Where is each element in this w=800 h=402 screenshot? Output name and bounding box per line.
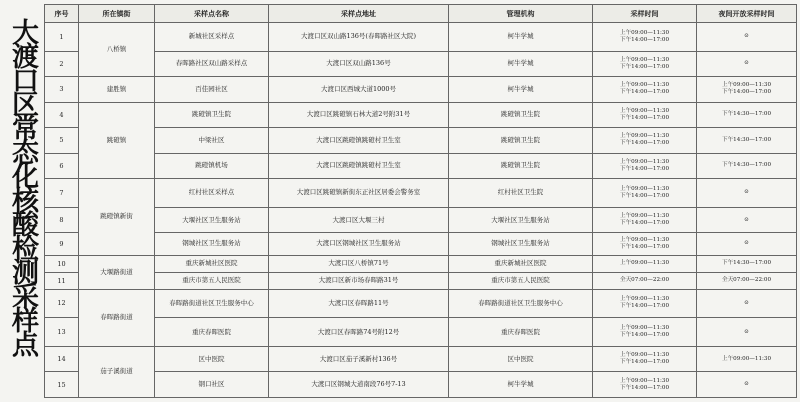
row-organization: 重庆新城社区医院 <box>449 255 593 272</box>
row-site-address: 大渡口区跳磴镇跳磴村卫生室 <box>269 153 449 178</box>
table-row <box>45 233 797 255</box>
table-row <box>45 272 797 289</box>
sampling-time-line-1: 上午09:00—11:30 <box>619 133 670 140</box>
sampling-time-line-2: 下午14:00—17:00 <box>619 140 670 147</box>
row-number: 6 <box>45 153 79 178</box>
row-site-name: 重庆新城社区医院 <box>155 255 269 272</box>
table-row <box>45 102 797 127</box>
row-night-time <box>697 289 797 318</box>
night-time-line-1: 上午09:00—11:30 <box>721 355 772 362</box>
row-number: 9 <box>45 233 79 255</box>
night-time-line-1: ⊙ <box>744 328 749 335</box>
row-site-name: 大堰社区卫生服务站 <box>155 207 269 232</box>
row-site-name: 春晖路街道社区卫生服务中心 <box>155 289 269 318</box>
row-site-name: 重庆市第五人民医院 <box>155 272 269 289</box>
night-time-line-1: 上午09:00—11:30 <box>721 82 772 89</box>
row-sampling-time <box>593 346 697 371</box>
night-time-line-1: ⊙ <box>744 216 749 223</box>
row-site-name: 重庆春晖医院 <box>155 318 269 347</box>
row-organization: 大堰社区卫生服务站 <box>449 207 593 232</box>
row-night-time <box>697 233 797 255</box>
sampling-time-line-2: 下午14:00—17:00 <box>619 303 670 310</box>
row-night-time <box>697 51 797 76</box>
row-organization: 跳磴镇卫生院 <box>449 153 593 178</box>
row-number: 8 <box>45 207 79 232</box>
row-organization: 钢城社区卫生服务站 <box>449 233 593 255</box>
row-sampling-time <box>593 77 697 102</box>
night-time-line-1: ⊙ <box>744 240 749 247</box>
row-site-address: 大渡口区跳磴镇跳磴村卫生室 <box>269 128 449 153</box>
sampling-sites-table <box>44 4 797 398</box>
table-row <box>45 128 797 153</box>
table-row <box>45 207 797 232</box>
document-title: 大渡口区常态化核酸检测采样点 <box>7 18 38 354</box>
sampling-time-line-2: 下午14:00—17:00 <box>619 192 670 199</box>
row-site-name: 钢口社区 <box>155 372 269 398</box>
table-row <box>45 51 797 76</box>
header-sampling-time: 采样时间 <box>593 5 697 23</box>
sampling-time-line-1: 上午09:00—11:30 <box>619 56 670 63</box>
night-time-line-1: ⊙ <box>744 33 749 40</box>
sampling-time-line-1: 上午09:00—11:30 <box>619 325 670 332</box>
row-number: 10 <box>45 255 79 272</box>
table-row <box>45 372 797 398</box>
row-number: 1 <box>45 23 79 52</box>
table-row <box>45 153 797 178</box>
table-row <box>45 255 797 272</box>
row-site-name: 区中医院 <box>155 346 269 371</box>
row-organization: 跳磴镇卫生院 <box>449 128 593 153</box>
sampling-time-line-2: 下午14:00—17:00 <box>619 114 670 121</box>
row-street: 建胜镇 <box>79 77 155 102</box>
row-site-name: 春晖路社区双山路采样点 <box>155 51 269 76</box>
night-time-line-1: 全天07:00—22:00 <box>721 277 772 284</box>
row-night-time <box>697 77 797 102</box>
row-night-time <box>697 372 797 398</box>
row-sampling-time <box>593 372 697 398</box>
night-time-line-1: ⊙ <box>744 189 749 196</box>
row-site-name: 百佳园社区 <box>155 77 269 102</box>
row-sampling-time <box>593 153 697 178</box>
row-street: 跳磴镇 <box>79 102 155 178</box>
night-time-line-1: 下午14:30—17:00 <box>721 162 772 169</box>
row-site-name: 中梁社区 <box>155 128 269 153</box>
row-number: 12 <box>45 289 79 318</box>
row-site-address: 大渡口区大堰三村 <box>269 207 449 232</box>
row-organization: 柯牛学城 <box>449 51 593 76</box>
night-time-line-1: ⊙ <box>744 299 749 306</box>
row-sampling-time <box>593 23 697 52</box>
row-site-address: 大渡口区八桥镇71号 <box>269 255 449 272</box>
sampling-time-line-1: 上午09:00—11:30 <box>619 185 670 192</box>
sampling-time-line-1: 上午09:00—11:30 <box>619 158 670 165</box>
row-night-time <box>697 318 797 347</box>
row-street: 八桥镇 <box>79 23 155 77</box>
sampling-time-line-2: 下午14:00—17:00 <box>619 63 670 70</box>
row-site-address: 大渡口区新市场春晖路31号 <box>269 272 449 289</box>
sampling-time-line-2: 下午14:00—17:00 <box>619 89 670 96</box>
sampling-time-line-1: 上午09:00—11:30 <box>619 82 670 89</box>
row-site-address: 大渡口区春晖路74号附12号 <box>269 318 449 347</box>
table-row <box>45 346 797 371</box>
row-number: 7 <box>45 179 79 208</box>
table-header-row <box>45 5 797 23</box>
row-sampling-time <box>593 179 697 208</box>
night-time-line-1: ⊙ <box>744 381 749 388</box>
row-night-time <box>697 207 797 232</box>
row-site-address: 大渡口区跳磴镇石林大道2号附31号 <box>269 102 449 127</box>
row-organization: 区中医院 <box>449 346 593 371</box>
table-row <box>45 179 797 208</box>
row-street: 跳磴镇新街 <box>79 179 155 255</box>
row-number: 2 <box>45 51 79 76</box>
row-night-time <box>697 255 797 272</box>
table-row <box>45 23 797 52</box>
sampling-time-line-1: 上午09:00—11:30 <box>619 213 670 219</box>
row-street: 大堰路街道 <box>79 255 155 289</box>
row-night-time <box>697 272 797 289</box>
row-site-name: 新城社区采样点 <box>155 23 269 52</box>
row-organization: 柯牛学城 <box>449 77 593 102</box>
sampling-time-line-1: 上午09:00—11:30 <box>619 260 670 267</box>
row-sampling-time <box>593 272 697 289</box>
header-number: 序号 <box>45 5 79 23</box>
sampling-time-line-1: 上午09:00—11:30 <box>619 236 670 243</box>
sampling-time-line-1: 全天07:00—22:00 <box>619 277 670 284</box>
table-row <box>45 289 797 318</box>
table-row <box>45 77 797 102</box>
row-organization: 重庆市第五人民医院 <box>449 272 593 289</box>
row-site-name: 跳磴镇卫生院 <box>155 102 269 127</box>
sampling-time-line-2: 下午14:00—17:00 <box>619 384 670 391</box>
row-site-address: 大渡口区茄子溪新村136号 <box>269 346 449 371</box>
row-sampling-time <box>593 318 697 347</box>
header-organization: 管理机构 <box>449 5 593 23</box>
night-time-line-1: 下午14:30—17:00 <box>721 260 772 267</box>
sampling-time-line-1: 上午09:00—11:30 <box>619 377 670 384</box>
row-organization: 红村社区卫生院 <box>449 179 593 208</box>
row-sampling-time <box>593 255 697 272</box>
sampling-time-line-1: 上午09:00—11:30 <box>619 296 670 303</box>
row-organization: 柯牛学城 <box>449 372 593 398</box>
row-site-address: 大渡口区西城大道1000号 <box>269 77 449 102</box>
row-site-address: 大渡口区春晖路11号 <box>269 289 449 318</box>
row-organization: 春晖路街道社区卫生服务中心 <box>449 289 593 318</box>
row-night-time <box>697 102 797 127</box>
row-number: 11 <box>45 272 79 289</box>
row-organization: 重庆春晖医院 <box>449 318 593 347</box>
header-site-address: 采样点地址 <box>269 5 449 23</box>
row-street: 茄子溪街道 <box>79 346 155 397</box>
row-night-time <box>697 346 797 371</box>
row-site-name: 跳磴镇机场 <box>155 153 269 178</box>
row-night-time <box>697 153 797 178</box>
row-sampling-time <box>593 102 697 127</box>
row-number: 14 <box>45 346 79 371</box>
row-site-address: 大渡口区双山路136号 <box>269 51 449 76</box>
row-night-time <box>697 128 797 153</box>
row-site-address: 大渡口区双山路136号(春晖路社区大院) <box>269 23 449 52</box>
row-sampling-time <box>593 233 697 255</box>
header-street: 所在镇街 <box>79 5 155 23</box>
night-time-line-1: 下午14:30—17:00 <box>721 111 772 118</box>
sampling-time-line-2: 下午14:00—17:00 <box>619 243 670 250</box>
table-row <box>45 318 797 347</box>
row-night-time <box>697 179 797 208</box>
row-site-name: 钢城社区卫生服务站 <box>155 233 269 255</box>
sampling-time-line-2: 下午14:00—17:00 <box>619 220 670 226</box>
row-organization: 跳磴镇卫生院 <box>449 102 593 127</box>
row-site-address: 大渡口区跳磴镇新街东正社区居委会警务室 <box>269 179 449 208</box>
row-site-address: 大渡口区钢城社区卫生服务站 <box>269 233 449 255</box>
header-night-time: 夜间开放采样时间 <box>697 5 797 23</box>
row-sampling-time <box>593 51 697 76</box>
header-site-name: 采样点名称 <box>155 5 269 23</box>
row-site-name: 红村社区采样点 <box>155 179 269 208</box>
night-time-line-1: 下午14:30—17:00 <box>721 136 772 143</box>
sampling-time-line-2: 下午14:00—17:00 <box>619 36 670 43</box>
row-sampling-time <box>593 207 697 232</box>
row-street: 春晖路街道 <box>79 289 155 346</box>
sampling-time-line-1: 上午09:00—11:30 <box>619 352 670 359</box>
row-number: 3 <box>45 77 79 102</box>
row-site-address: 大渡口区钢城大道南段76号7-13 <box>269 372 449 398</box>
row-number: 4 <box>45 102 79 127</box>
night-time-line-1: ⊙ <box>744 60 749 67</box>
night-time-line-2: 下午14:00—17:00 <box>721 89 772 96</box>
row-night-time <box>697 23 797 52</box>
row-sampling-time <box>593 128 697 153</box>
sampling-time-line-1: 上午09:00—11:30 <box>619 29 670 36</box>
row-number: 15 <box>45 372 79 398</box>
sampling-time-line-1: 上午09:00—11:30 <box>619 107 670 114</box>
row-sampling-time <box>593 289 697 318</box>
row-number: 5 <box>45 128 79 153</box>
sampling-time-line-2: 下午14:00—17:00 <box>619 332 670 339</box>
sampling-time-line-2: 下午14:00—17:00 <box>619 359 670 366</box>
row-number: 13 <box>45 318 79 347</box>
sampling-time-line-2: 下午14:00—17:00 <box>619 165 670 172</box>
row-organization: 柯牛学城 <box>449 23 593 52</box>
